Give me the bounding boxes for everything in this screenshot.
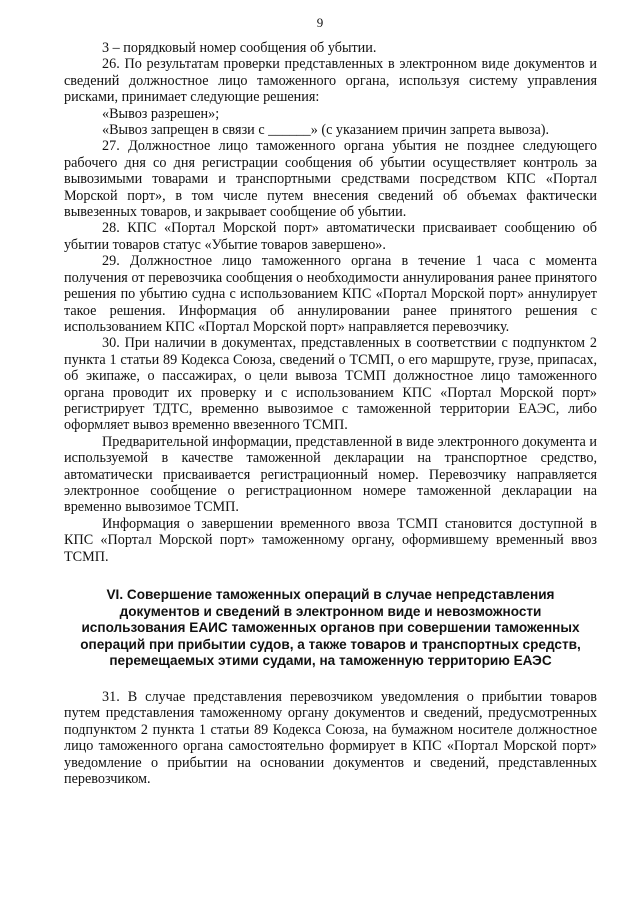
section-heading-vi: VI. Совершение таможенных операций в случае непредставления документов и сведений в электронном виде и невозможности использования ЕАИС таможенных органов при совершении таможенных операций при прибытии судов, а также товаров и транспортных средств, перемещаемых этими судами, на таможенную территорию ЕАЭС — [80, 587, 581, 669]
paragraph-temporary-import-completion: Информация о завершении временного ввоза ТСМП становится доступной в КПС «Портал Морской порт» таможенному органу, оформившему временный ввоз ТСМП. — [64, 515, 597, 565]
decision-export-allowed: «Вывоз разрешен»; — [102, 105, 220, 122]
paragraph-29: 29. Должностное лицо таможенного органа в течение 1 часа с момента получения от перевозчика сообщения о необходимости аннулирования ранее принятого решения по убытию судна с использованием КПС «Портал Морской порт» аннулирует такое решения. Информация об аннулировании ранее принятого решения с использованием КПС «Портал Морской порт» направляется перевозчику. — [64, 253, 597, 335]
page-number: 9 — [316, 15, 324, 30]
document-body — [64, 40, 597, 787]
paragraph-27: 27. Должностное лицо таможенного органа убытия не позднее следующего рабочего дня со дня регистрации сообщения об убытии осуществляет контроль за вывозимыми товарами и транспортными средствами посредством КПС «Портал Морской порт», в том числе путем внесения сведений об объемах фактически вывезенных товаров, и закрывает сообщение об убытии. — [64, 138, 597, 221]
decision-export-prohibited: «Вывоз запрещен в связи с ______» (с указанием причин запрета вывоза). — [102, 122, 550, 139]
paragraph-28: 28. КПС «Портал Морской порт» автоматически присваивает сообщению об убытии товаров статус «Убытие товаров завершено». — [64, 220, 597, 253]
paragraph-30: 30. При наличии в документах, представленных в соответствии с подпунктом 2 пункта 1 статьи 89 Кодекса Союза, сведений о ТСМП, о его маршруте, грузе, припасах, об экипаже, о пассажирах, о цели вывоза ТСМП должностное лицо таможенного органа проводит их проверку и с использованием КПС «Портал Морской порт» регистрирует ТДТС, временно вывозимое с таможенной территории ЕАЭС, либо оформляет вывоз временно ввезенного ТСМП. — [64, 335, 597, 434]
paragraph-26: 26. По результатам проверки представленных в электронном виде документов и сведений должностное лицо таможенного органа, используя систему управления рисками, принимает следующие решения: — [64, 56, 597, 106]
paragraph-31: 31. В случае представления перевозчиком уведомления о прибытии товаров путем представления таможенному органу документов и сведений, предусмотренных подпунктом 2 пункта 1 статьи 89 Кодекса Союза, на бумажном носителе должностное лицо таможенного органа самостоятельно формирует в КПС «Портал Морской порт» уведомление о прибытии на основании документов и сведений, представленных перевозчиком. — [64, 688, 597, 787]
paragraph-message-number-note: 3 – порядковый номер сообщения об убытии. — [102, 40, 377, 56]
paragraph-preliminary-information: Предварительной информации, представленной в виде электронного документа и используемой в качестве таможенной декларации на транспортное средство, автоматически присваивается регистрационный номер. Перевозчику направляется электронное сообщение о регистрационном номере таможенной декларации на временно вывозимое ТСМП. — [64, 433, 597, 516]
